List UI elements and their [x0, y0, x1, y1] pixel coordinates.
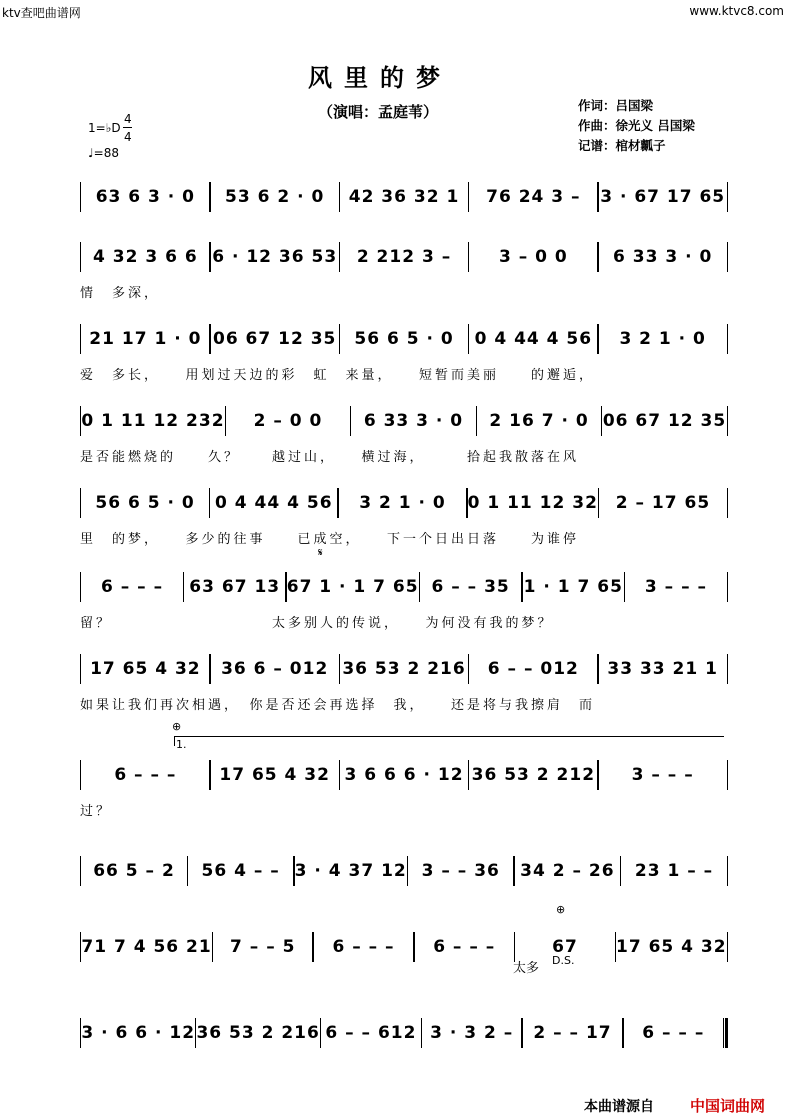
measure: 3 – – 36: [421, 861, 500, 881]
measure: 36 6 – 012: [221, 659, 329, 679]
barline: [727, 182, 728, 212]
measure: 2 16 7 · 0: [489, 411, 589, 431]
measure: 4 32 3 6 6: [93, 247, 198, 267]
measure: 23 1 – –: [634, 861, 714, 881]
measure: 3 2 1 · 0: [359, 493, 446, 513]
measure: 56 6 5 · 0: [354, 329, 454, 349]
barline: [727, 242, 728, 272]
singer-credit: （演唱：孟庭苇）: [318, 103, 439, 121]
ds-lyric: 太多: [513, 961, 540, 976]
barline: [723, 1018, 728, 1048]
volta-bracket-left: [174, 736, 175, 746]
notes-row: [80, 246, 728, 268]
lyricist-credit: 作词：吕国梁: [578, 98, 654, 113]
measure: 3 · 67 17 65: [600, 187, 726, 207]
measure: 0 1 11 12 232: [81, 411, 225, 431]
notes-row: [80, 186, 728, 208]
composer-credit: 作曲：徐光义 吕国梁: [578, 118, 695, 133]
ds-mark: D.S.: [552, 954, 575, 967]
measure: 2 – – 17: [533, 1023, 612, 1043]
measure: 56 4 – –: [201, 861, 280, 881]
measure: 6 33 3 · 0: [363, 411, 464, 431]
measure: 17 65 4 32: [219, 765, 330, 785]
measure: 6 – – 612: [325, 1023, 417, 1043]
measure: 6 – – 35: [431, 577, 510, 597]
volta-bracket: [174, 736, 724, 737]
measure: 3 · 4 37 12: [294, 861, 407, 881]
measure: 53 6 2 · 0: [225, 187, 325, 207]
barline: [727, 406, 728, 436]
measure: 3 – 0 0: [498, 247, 568, 267]
song-title: 风里的梦: [308, 64, 452, 92]
transcriber-credit: 记谱：棺材瓤子: [578, 138, 666, 153]
measure: 6 – – –: [642, 1023, 705, 1043]
measure: 71 7 4 56 21: [81, 937, 212, 957]
key-signature: 1=♭D: [88, 121, 121, 135]
notes-row: [80, 860, 728, 882]
measure: 66 5 – 2: [93, 861, 175, 881]
measure: 67 1 · 1 7 65: [286, 577, 419, 597]
measure: 67: [552, 937, 578, 957]
measure: 0 4 44 4 56: [215, 493, 333, 513]
notes-row: [80, 576, 728, 598]
measure: 36 53 2 216: [196, 1023, 320, 1043]
coda-sign-icon: ⊕: [172, 720, 182, 733]
notes-row: [80, 1022, 728, 1044]
measure: 6 – – –: [433, 937, 496, 957]
measure: 3 6 6 6 · 12: [344, 765, 464, 785]
barline: [727, 488, 728, 518]
measure: 6 – – –: [332, 937, 395, 957]
lyrics-row: 爱 多长， 用划过天边的彩 虹 来量， 短暂而美丽 的邂逅，: [80, 368, 596, 383]
measure: 17 65 4 32: [90, 659, 201, 679]
time-signature-line: [123, 127, 132, 128]
measure: 06 67 12 35: [602, 411, 727, 431]
measure: 63 6 3 · 0: [95, 187, 195, 207]
barline: [727, 572, 728, 602]
measure: 0 1 11 12 32: [467, 493, 598, 513]
lyrics-row: 情 多深，: [80, 286, 161, 301]
barline: [727, 654, 728, 684]
measure: 7 – – 5: [230, 937, 296, 957]
measure: 36 53 2 216: [342, 659, 466, 679]
notes-row: [80, 410, 728, 432]
time-signature-top: 4: [124, 112, 132, 126]
measure: 6 – – 012: [487, 659, 579, 679]
measure: 3 2 1 · 0: [619, 329, 706, 349]
lyrics-row: 留？ 太多别人的传说， 为何没有我的梦？: [80, 616, 554, 631]
measure: 76 24 3 –: [486, 187, 581, 207]
watermark-right: www.ktvc8.com: [689, 4, 784, 18]
footer-source-name: 中国词曲网: [690, 1097, 766, 1115]
notes-row: [80, 764, 728, 786]
segno-sign-icon: 𝄋: [318, 546, 323, 559]
measure: 3 · 6 6 · 12: [81, 1023, 196, 1043]
time-signature-bottom: 4: [124, 130, 132, 144]
measure: 21 17 1 · 0: [89, 329, 202, 349]
measure: 36 53 2 212: [471, 765, 596, 785]
coda-sign-icon-2: ⊕: [556, 903, 566, 916]
measure: 06 67 12 35: [212, 329, 337, 349]
footer-source-label: 本曲谱源自: [584, 1099, 654, 1115]
barline: [727, 856, 728, 886]
notes-row: [80, 658, 728, 680]
barline: [727, 760, 728, 790]
measure: 6 33 3 · 0: [613, 247, 713, 267]
watermark-left: ktv查吧曲谱网: [2, 6, 81, 20]
measure: 3 · 3 2 –: [430, 1023, 514, 1043]
measure: 2 – 0 0: [253, 411, 323, 431]
volta-number: 1.: [176, 738, 187, 751]
barline: [727, 932, 728, 962]
notes-row: [80, 492, 728, 514]
measure: 63 67 13: [189, 577, 281, 597]
measure: 56 6 5 · 0: [95, 493, 195, 513]
measure: 0 4 44 4 56: [474, 329, 593, 349]
lyrics-row: 里 的梦， 多少的往事 已成空， 下一个日出日落 为谁停: [80, 532, 580, 547]
measure: 17 65 4 32: [616, 937, 727, 957]
measure: 1 · 1 7 65: [523, 577, 623, 597]
measure: 2 212 3 –: [356, 247, 452, 267]
measure: 3 – – –: [631, 765, 694, 785]
measure: 42 36 32 1: [348, 187, 460, 207]
measure: 2 – 17 65: [615, 493, 711, 513]
measure: 6 – – –: [100, 577, 164, 597]
lyrics-row: 是否能燃烧的 久？ 越过山， 横过海， 拾起我散落在风: [80, 450, 580, 465]
measure: 6 · 12 36 53: [212, 247, 338, 267]
measure: 6 – – –: [114, 765, 177, 785]
tempo-marking: ♩=88: [88, 146, 119, 160]
lyrics-row: 如果让我们再次相遇， 你是否还会再选择 我， 还是将与我擦肩 而: [80, 698, 596, 713]
notes-row: [80, 936, 728, 958]
measure: 34 2 – 26: [520, 861, 615, 881]
notes-row: [80, 328, 728, 350]
measure: 3 – – –: [644, 577, 708, 597]
measure: 33 33 21 1: [607, 659, 718, 679]
barline: [727, 324, 728, 354]
lyrics-row: 过？: [80, 804, 113, 819]
